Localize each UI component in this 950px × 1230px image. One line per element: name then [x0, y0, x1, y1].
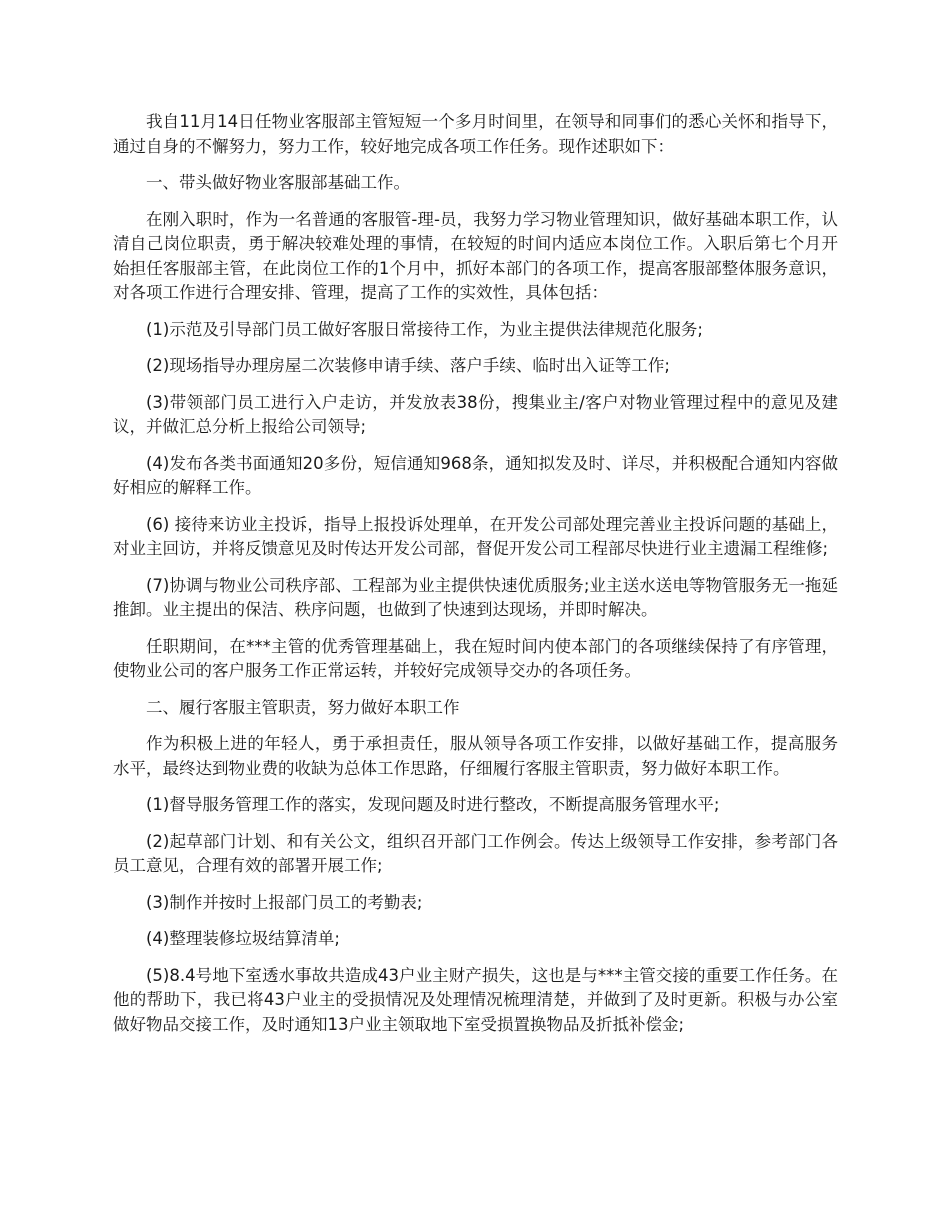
section-heading: 一、带头做好物业客服部基础工作。 — [146, 173, 410, 192]
list-item: (4)整理装修垃圾结算清单; — [146, 929, 340, 948]
section-heading: 二、履行客服主管职责，努力做好本职工作 — [146, 697, 460, 717]
document-body — [113, 110, 838, 1049]
list-item: (1)示范及引导部门员工做好客服日常接待工作，为业主提供法律规范化服务; — [146, 319, 703, 339]
paragraph: 我自11月14日任物业客服部主管短短一个多月时间里，在领导和同事们的悉心关怀和指导下，通过自身的不懈努力，努力工作，较好地完成各项工作任务。现作述职如下： — [113, 112, 838, 156]
list-item: (5)8.4号地下室透水事故共造成43户业主财产损失，这也是与***主管交接的重要工作任务。在他的帮助下，我已将43户业主的受损情况及处理情况梳理清楚，并做到了及时更新。积极与办公室做好物品交接工作，及时通知13户业主领取地下室受损置换物品及折抵补偿金; — [113, 965, 838, 1034]
list-item: (2)起草部门计划、和有关公文，组织召开部门工作例会。传达上级领导工作安排，参考部门各员工意见，合理有效的部署开展工作; — [113, 831, 838, 875]
list-item: (2)现场指导办理房屋二次装修申请手续、落户手续、临时出入证等工作; — [146, 356, 670, 375]
list-item: (7)协调与物业公司秩序部、工程部为业主提供快速优质服务;业主送水送电等物管服务无一拖延推卸。业主提出的保洁、秩序问题，也做到了快速到达现场，并即时解决。 — [113, 575, 838, 619]
list-item: (4)发布各类书面通知20多份，短信通知968条，通知拟发及时、详尽，并积极配合通知内容做好相应的解释工作。 — [113, 453, 838, 497]
paragraph: 在刚入职时，作为一名普通的客服管-理-员，我努力学习物业管理知识，做好基础本职工作，认清自己岗位职责，勇于解决较难处理的事情，在较短的时间内适应本岗位工作。入职后第七个月开始担任客服部主管，在此岗位工作的1个月中，抓好本部门的各项工作，提高客服部整体服务意识，对各项工作进行合理安排、管理，提高了工作的实效性，具体包括： — [113, 209, 838, 302]
list-item: (3)带领部门员工进行入户走访，并发放表38份，搜集业主/客户对物业管理过程中的意见及建议，并做汇总分析上报给公司领导; — [113, 392, 838, 436]
paragraph: 作为积极上进的年轻人，勇于承担责任，服从领导各项工作安排，以做好基础工作，提高服务水平，最终达到物业费的收缺为总体工作思路，仔细履行客服主管职责，努力做好本职工作。 — [113, 734, 838, 778]
list-item: (1)督导服务管理工作的落实，发现问题及时进行整改，不断提高服务管理水平; — [146, 795, 720, 814]
list-item: (3)制作并按时上报部门员工的考勤表; — [146, 892, 423, 912]
paragraph: 任职期间，在***主管的优秀管理基础上，我在短时间内使本部门的各项继续保持了有序管理，使物业公司的客户服务工作正常运转，并较好完成领导交办的各项任务。 — [113, 636, 838, 680]
list-item: (6) 接待来访业主投诉，指导上报投诉处理单，在开发公司部处理完善业主投诉问题的基础上，对业主回访，并将反馈意见及时传达开发公司部，督促开发公司工程部尽快进行业主遗漏工程维修; — [113, 514, 838, 558]
